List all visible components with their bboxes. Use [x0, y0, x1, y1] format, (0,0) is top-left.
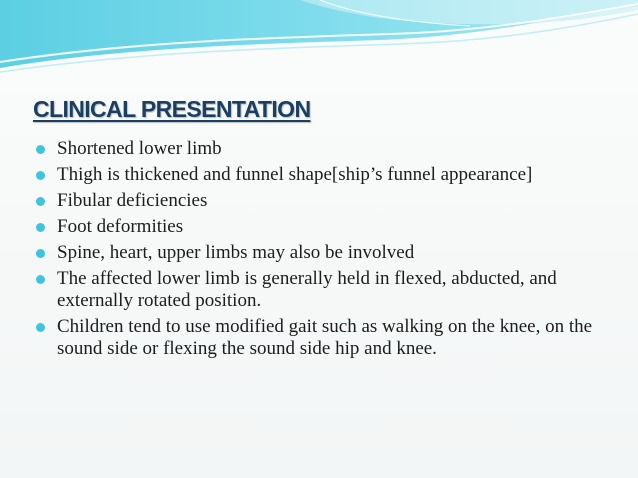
bullet-text: Children tend to use modified gait such as walking on the knee, on the sound side or flexing the sound side hip and knee.: [57, 316, 593, 359]
bullet-text: Spine, heart, upper limbs may also be involved: [57, 242, 415, 263]
list-item: [33, 316, 608, 360]
bullet-icon: [36, 223, 45, 232]
bullet-icon: [36, 249, 45, 258]
bullet-text: Foot deformities: [57, 216, 184, 237]
list-item: [33, 164, 608, 186]
list-item: [33, 190, 608, 212]
bullet-text: Fibular deficiencies: [57, 190, 208, 211]
bullet-list: [33, 138, 608, 364]
list-item: [33, 216, 608, 238]
bullet-icon: [36, 145, 45, 154]
list-item: [33, 268, 608, 312]
bullet-text: Shortened lower limb: [57, 138, 222, 159]
header-wave-decoration: [0, 0, 638, 80]
slide-title: CLINICAL PRESENTATION: [33, 96, 311, 122]
list-item: [33, 242, 608, 264]
bullet-icon: [36, 275, 45, 284]
bullet-text: Thigh is thickened and funnel shape[ship’s funnel appearance]: [57, 164, 533, 185]
list-item: [33, 138, 608, 160]
bullet-text: The affected lower limb is generally held in flexed, abducted, and externally rotated position.: [57, 268, 557, 311]
bullet-icon: [36, 323, 45, 332]
bullet-icon: [36, 171, 45, 180]
bullet-icon: [36, 197, 45, 206]
